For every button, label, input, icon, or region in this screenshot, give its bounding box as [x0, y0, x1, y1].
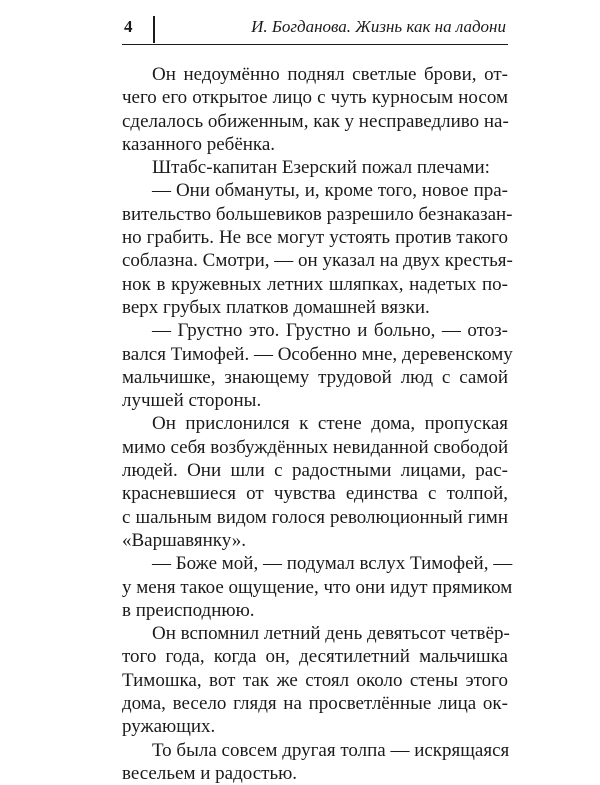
text-line: весельем и радостью. [122, 762, 298, 784]
body-text [122, 63, 513, 785]
text-line: дома, весело глядя на просветлённые лица ок- [122, 693, 508, 715]
text-line: верх грубых платков домашней вязки. [122, 296, 430, 318]
text-line: Он вспомнил летний день девятьсот четвёр- [152, 623, 510, 645]
text-line: в преисподнюю. [122, 599, 255, 621]
text-line: нок в кружевных летних шляпках, надетых по- [122, 273, 508, 295]
paragraph [122, 179, 513, 319]
text-line: красневшиеся от чувства единства с толпой, [122, 483, 508, 505]
paragraph [122, 622, 508, 738]
text-line: людей. Они шли с радостными лицами, рас- [122, 460, 508, 482]
text-line: ружающих. [122, 716, 216, 738]
text-line: Он прислонился к стене дома, пропуская [152, 413, 508, 435]
text-line: мимо себя возбуждённых невиданной свободой [122, 436, 509, 458]
running-title: И. Богданова. Жизнь как на ладони [251, 17, 506, 36]
text-line: с шальным видом голося революционный гимн [122, 506, 508, 528]
text-line: казанного ребёнка. [122, 133, 276, 155]
text-line: То была совсем другая толпа — искрящаяся [152, 739, 510, 761]
book-page [122, 16, 513, 785]
text-line: сделалось обиженным, как у несправедливо на- [122, 110, 509, 132]
text-line: мальчишке, знающему трудовой люд с самой [122, 366, 508, 388]
text-line: — Грустно это. Грустно и больно, — отоз- [152, 320, 508, 342]
paragraph [122, 412, 508, 552]
running-head [122, 16, 508, 45]
text-line: вительство большевиков разрешило безнаказан- [122, 203, 513, 225]
text-line: — Боже мой, — подумал вслух Тимофей, — [152, 553, 513, 575]
text-line: Штабс-капитан Езерский пожал плечами: [152, 157, 490, 179]
text-line: вался Тимофей. — Особенно мне, деревенскому [122, 343, 513, 365]
text-line: соблазна. Смотри, — он указал на двух крестья- [122, 250, 513, 272]
paragraph [122, 63, 508, 156]
text-line: Он недоумённо поднял светлые брови, от- [152, 64, 508, 85]
text-line: Тимошка, вот так же стоял около стены этого [122, 669, 508, 691]
text-line: но грабить. Не все могут устоять против такого [122, 227, 508, 249]
paragraph [122, 552, 513, 622]
text-line: чего его открытое лицо с чуть курносым носом [122, 87, 508, 109]
text-line: «Варшавянку». [122, 529, 246, 551]
text-line: у меня такое ощущение, что они идут прямиком [122, 576, 513, 598]
text-line: — Они обмануты, и, кроме того, новое пра- [152, 180, 508, 202]
page-number: 4 [124, 17, 133, 36]
paragraph [122, 156, 508, 179]
paragraph [122, 319, 513, 412]
paragraph [122, 739, 508, 785]
text-line: лучшей стороны. [122, 390, 262, 412]
text-line: того года, когда он, десятилетний мальчишка [122, 646, 508, 668]
header-divider [153, 16, 155, 43]
